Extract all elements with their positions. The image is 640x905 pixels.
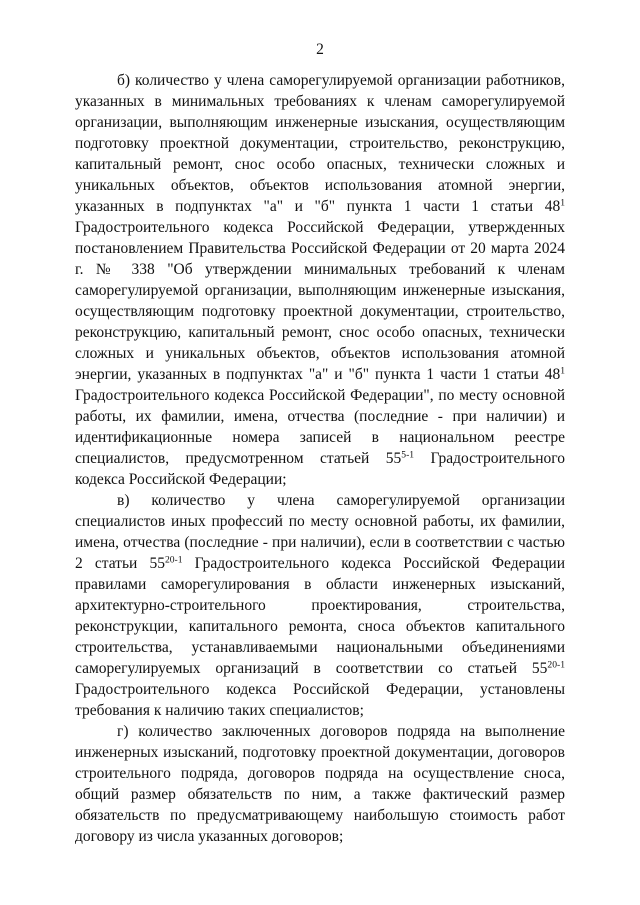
paragraph-text: б) количество у члена саморегулируемой организации работников, указанных в минимальных требованиях к членам саморегулируемой организации, выполняющим инженерные изыскания, осуществляющим подготовку проектной документации, строительство, реконструкцию, капитальный ремонт, снос особо опасных, технически сложных и уникальных объектов, объектов использования атомной энергии, указанных в подпунктах "а" и "б" пункта 1 части 1 статьи 48 (75, 72, 565, 215)
superscript-index: 1 (560, 197, 565, 209)
superscript-index: 1 (560, 365, 565, 377)
superscript-index: 20-1 (547, 659, 565, 671)
document-body (75, 70, 565, 847)
paragraph-text: Градостроительного кодекса Российской Федерации, установлены требования к наличию таких специалистов; (75, 681, 565, 719)
superscript-index: 5-1 (401, 449, 415, 461)
paragraph-text: Градостроительного кодекса Российской Федерации правилами саморегулирования в области инженерных изысканий, архитектурно-строительного проектирования, строительства, реконструкции, капитального ремонта, сноса объектов капитального строительства, устанавливаемыми национальными объединениями саморегулируемых организаций в соответствии со статьей 55 (75, 555, 565, 677)
paragraph-g (75, 721, 565, 847)
paragraph-text: в) количество у члена саморегулируемой организации специалистов иных профессий по месту основной работы, их фамилии, имена, отчества (последние - при наличии), если в соответствии с частью 2 статьи 55 (75, 492, 565, 572)
paragraph-text: Градостроительного кодекса Российской Федерации", по месту основной работы, их фамилии, имена, отчества (последние - при наличии) и идентификационные номера записей в национальном реестре специалистов, предусмотренном статьей 55 (75, 387, 565, 467)
paragraph-b (75, 70, 565, 490)
paragraph-text: Градостроительного кодекса Российской Федерации; (75, 450, 565, 488)
page-number: 2 (316, 41, 324, 58)
superscript-index: 20-1 (164, 554, 183, 566)
paragraph-text: Градостроительного кодекса Российской Федерации, утвержденных постановлением Правительства Российской Федерации от 20 марта 2024 г. № 338 "Об утверждении минимальных требований к членам саморегулируемой организации, выполняющим инженерные изыскания, осуществляющим подготовку проектной документации, строительство, реконструкцию, капитальный ремонт, снос особо опасных, технически сложных и уникальных объектов, объектов использования атомной энергии, указанных в подпунктах "а" и "б" пункта 1 части 1 статьи 48 (75, 219, 565, 383)
paragraph-text: г) количество заключенных договоров подряда на выполнение инженерных изысканий, подготовку проектной документации, договоров строительного подряда, договоров подряда на осуществление сноса, общий размер обязательств по ним, а также фактический размер обязательств по предусматривающему наибольшую стоимость работ договору из числа указанных договоров; (75, 723, 565, 845)
paragraph-v (75, 490, 565, 721)
